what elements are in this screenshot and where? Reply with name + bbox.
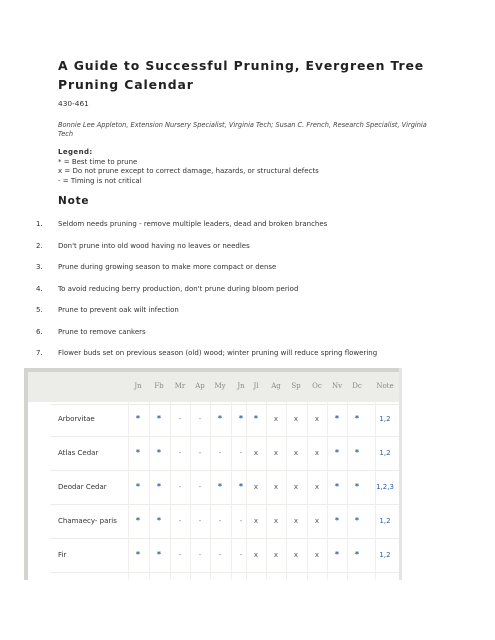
table-cell: x xyxy=(314,415,320,423)
table-cell: x xyxy=(253,517,259,525)
table-cell: x xyxy=(273,517,279,525)
list-item: 1. Seldom needs pruning - remove multiple leaders, dead and broken branches xyxy=(36,220,328,228)
table-cell: x xyxy=(293,415,299,423)
table-cell: - xyxy=(178,415,182,423)
table-cell: * xyxy=(156,516,162,525)
table-row-name: Fir xyxy=(58,551,67,559)
table-cell: - xyxy=(178,551,182,559)
table-cell: * xyxy=(238,482,244,491)
table-cell: * xyxy=(156,414,162,423)
table-header-cell: Dc xyxy=(352,382,362,390)
table-cell: x xyxy=(314,517,320,525)
table-header-cell: Ag xyxy=(271,382,281,390)
table-header-cell: My xyxy=(214,382,226,390)
table-row-name: Deodar Cedar xyxy=(58,483,107,491)
table-header-cell: Jn xyxy=(134,382,142,390)
table-cell: x xyxy=(273,483,279,491)
table-cell: x xyxy=(273,449,279,457)
table-cell: x xyxy=(293,551,299,559)
table-cell: - xyxy=(218,449,222,457)
table-cell: * xyxy=(135,516,141,525)
table-row-name: Chamaecy- paris xyxy=(58,517,117,525)
legend xyxy=(58,148,319,186)
table-cell: * xyxy=(354,414,360,423)
table-cell: * xyxy=(334,482,340,491)
list-item: 5. Prune to prevent oak wilt infection xyxy=(36,306,179,314)
table-cell: - xyxy=(218,551,222,559)
table-cell: x xyxy=(293,483,299,491)
table-cell: - xyxy=(178,517,182,525)
table-cell: * xyxy=(156,550,162,559)
table-cell: - xyxy=(218,517,222,525)
table-cell: * xyxy=(334,414,340,423)
publication-code: 430-461 xyxy=(58,99,89,108)
table-header-cell: Ap xyxy=(195,382,205,390)
page-title: A Guide to Successful Pruning, Evergreen Tree Pruning Calendar xyxy=(58,58,425,92)
table-note-cell: 1,2,3 xyxy=(376,483,394,491)
table-cell: * xyxy=(238,414,244,423)
authors-line: Bonnie Lee Appleton, Extension Nursery Specialist, Virginia Tech; Susan C. French, Research Specialist, Virginia Tech xyxy=(58,121,427,138)
table-cell: * xyxy=(135,414,141,423)
table-cell: * xyxy=(217,414,223,423)
table-cell: - xyxy=(239,449,243,457)
table-cell: x xyxy=(273,551,279,559)
table-cell: - xyxy=(239,551,243,559)
table-cell: x xyxy=(314,449,320,457)
table-cell: * xyxy=(334,448,340,457)
table-cell: * xyxy=(354,516,360,525)
table-cell: * xyxy=(135,550,141,559)
table-cell: - xyxy=(198,483,202,491)
legend-heading: Legend: xyxy=(58,148,93,156)
table-header-cell: Nv xyxy=(331,382,343,390)
table-cell: * xyxy=(217,482,223,491)
table-note-cell: 1,2 xyxy=(379,415,391,423)
pruning-calendar-table xyxy=(24,368,402,580)
list-item: 7. Flower buds set on previous season (old) wood; winter pruning will reduce spring flowering xyxy=(36,349,378,357)
list-item: 4. To avoid reducing berry production, don't prune during bloom period xyxy=(36,284,299,293)
table-cell: x xyxy=(293,517,299,525)
table-cell: * xyxy=(334,550,340,559)
table-cell: - xyxy=(178,449,182,457)
table-header-cell: Fb xyxy=(154,382,164,390)
legend-item-not-critical: - = Timing is not critical xyxy=(58,176,142,185)
table-cell: - xyxy=(178,483,182,491)
table-cell: * xyxy=(334,516,340,525)
table-cell: x xyxy=(314,551,320,559)
table-cell: * xyxy=(253,414,259,423)
table-cell: x xyxy=(273,415,279,423)
table-row-name: Arborvitae xyxy=(58,415,95,423)
table-cell: x xyxy=(253,483,259,491)
table-cell: - xyxy=(198,415,202,423)
table-cell: - xyxy=(198,551,202,559)
table-cell: * xyxy=(354,482,360,491)
table-header-cell: Jl xyxy=(253,382,259,390)
table-header-cell: Mr xyxy=(174,382,186,390)
table-cell: x xyxy=(253,449,259,457)
table-cell: - xyxy=(198,517,202,525)
legend-item-best: * = Best time to prune xyxy=(58,157,138,166)
table-row-name: Atlas Cedar xyxy=(58,449,99,457)
table-cell: - xyxy=(198,449,202,457)
table-frame-right xyxy=(399,368,402,580)
table-header-cell: Jn xyxy=(237,382,245,390)
list-item: 6. Prune to remove cankers xyxy=(36,327,146,336)
table-cell: x xyxy=(314,483,320,491)
list-item: 2. Don't prune into old wood having no leaves or needles xyxy=(36,241,250,250)
table-cell: * xyxy=(156,482,162,491)
table-note-cell: 1,2 xyxy=(379,449,391,457)
table-frame-left xyxy=(24,402,28,580)
table-cell: x xyxy=(253,551,259,559)
table-note-cell: 1,2 xyxy=(379,517,391,525)
table-header-cell: Note xyxy=(376,382,394,390)
note-heading: Note xyxy=(58,195,90,207)
table-header-cell: Sp xyxy=(291,382,301,390)
table-cell: x xyxy=(293,449,299,457)
table-cell: * xyxy=(354,550,360,559)
table-note-cell: 1,2 xyxy=(379,551,391,559)
table-cell: * xyxy=(135,482,141,491)
table-cell: - xyxy=(239,517,243,525)
table-cell: * xyxy=(354,448,360,457)
table-header-cell: Oc xyxy=(312,382,322,390)
legend-item-do-not-prune: x = Do not prune except to correct damage, hazards, or structural defects xyxy=(58,167,319,176)
list-item: 3. Prune during growing season to make more compact or dense xyxy=(36,263,277,271)
table-cell: * xyxy=(156,448,162,457)
table-cell: * xyxy=(135,448,141,457)
